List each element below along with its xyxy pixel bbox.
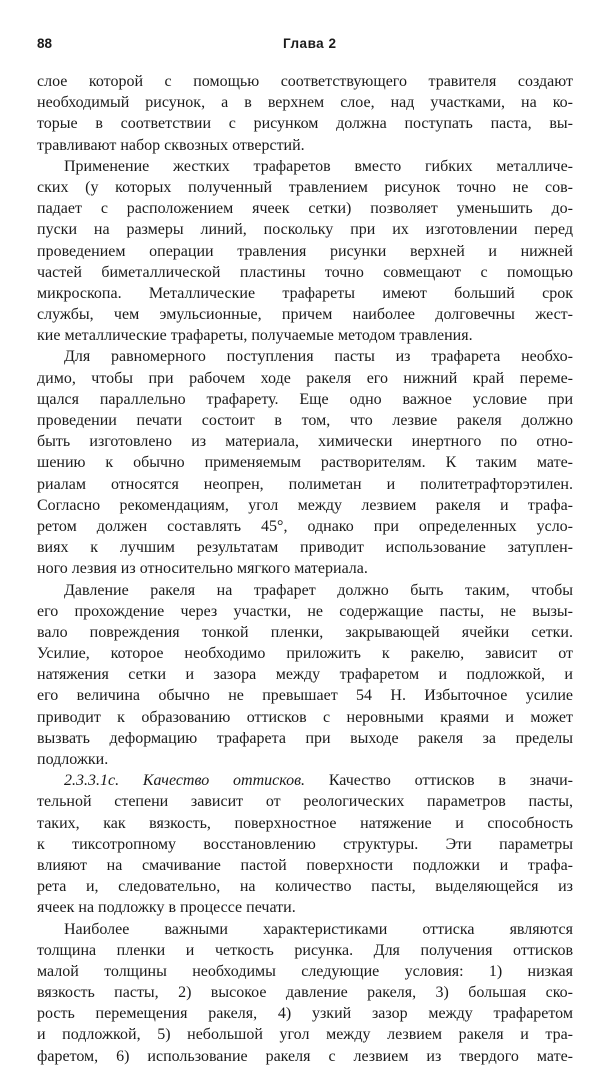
- paragraph: [37, 919, 573, 1067]
- paragraph: [37, 580, 573, 771]
- text-line: Наиболее важными характеристиками оттиска являются: [64, 920, 573, 938]
- text-line: щался параллельно трафарету. Еще одно важное условие при: [37, 390, 573, 408]
- text-line: вязкость пасты, 2) высокое давление ракеля, 3) большая ско-: [37, 984, 573, 1002]
- text-line: Усилие, которое необходимо приложить к ракелю, зависит от: [37, 645, 573, 663]
- paragraph: [37, 71, 573, 156]
- text-line: ячеек на подложку в процессе печати.: [37, 899, 296, 917]
- text-line: [37, 770, 573, 791]
- text-line: малой толщины необходимы следующие условия: 1) низкая: [37, 962, 573, 980]
- text-line: приводит к образованию оттисков с неровными краями и может: [37, 708, 573, 726]
- text-line-rest: Качество оттисков в значи-: [305, 772, 573, 790]
- text-line: службы, чем эмульсионные, причем наиболее долговечны жест-: [37, 306, 573, 324]
- page-header: [37, 36, 575, 56]
- chapter-title: Глава 2: [283, 36, 337, 51]
- text-line: рость перемещения ракеля, 4) узкий зазор между трафаретом: [37, 1005, 573, 1023]
- text-line: травливают набор сквозных отверстий.: [37, 136, 305, 154]
- text-line: ретом должен составлять 45°, однако при определенных усло-: [37, 517, 573, 535]
- text-line: натяжения сетки и зазора между трафаретом и подложкой, и: [37, 666, 573, 684]
- text-line: виях к лучшим результатам приводит использование затуплен-: [37, 539, 573, 557]
- text-line: падает с расположением ячеек сетки) позволяет уменьшить до-: [37, 200, 573, 218]
- text-line: и подложкой, 5) небольшой угол между лезвием ракеля и тра-: [37, 1026, 573, 1044]
- text-line: Согласно рекомендациям, угол между лезвием ракеля и трафа-: [37, 496, 573, 514]
- text-line: ских (у которых полученный травлением рисунок точно не сов-: [37, 178, 573, 196]
- paragraph: [37, 156, 573, 347]
- text-line: Применение жестких трафаретов вместо гибких металличе-: [64, 157, 573, 175]
- text-line: проведением операции травления рисунки верхней и нижней: [37, 242, 573, 260]
- section-heading: 2.3.3.1с. Качество оттисков.: [64, 772, 306, 790]
- text-line: кие металлические трафареты, получаемые методом травления.: [37, 327, 473, 345]
- text-line: димо, чтобы при рабочем ходе ракеля его нижний край переме-: [37, 369, 573, 387]
- text-line: вало повреждения тонкой пленки, закрывающей ячейки сетки.: [37, 623, 573, 641]
- text-line: к тиксотропному восстановлению структуры. Эти параметры: [37, 835, 573, 853]
- paragraph: [37, 346, 573, 579]
- text-line: толщина пленки и четкость рисунка. Для получения оттисков: [37, 941, 573, 959]
- text-line: пуски на размеры линий, поскольку при их изготовлении перед: [37, 221, 573, 239]
- text-line: его величина обычно не превышает 54 Н. Избыточное усилие: [37, 687, 573, 705]
- text-line: влияют на смачивание пастой поверхности подложки и трафа-: [37, 856, 573, 874]
- paragraph: [37, 770, 573, 918]
- text-line: необходимый рисунок, а в верхнем слое, над участками, на ко-: [37, 94, 573, 112]
- text-line: фаретом, 6) использование ракеля с лезвием из твердого мате-: [37, 1047, 573, 1065]
- text-line: частей биметаллической пластины точно совмещают с помощью: [37, 263, 573, 281]
- text-line: вызвать деформацию трафарета при выходе ракеля за пределы: [37, 729, 573, 747]
- text-line: Давление ракеля на трафарет должно быть таким, чтобы: [64, 581, 573, 599]
- text-line: таких, как вязкость, поверхностное натяжение и способность: [37, 814, 573, 832]
- text-line: риалам относятся неопрен, полиметан и политетрафторэтилен.: [37, 475, 573, 493]
- text-line: подложки.: [37, 751, 109, 768]
- page-number: 88: [37, 36, 53, 51]
- text-line: ного лезвия из относительно мягкого материала.: [37, 560, 368, 578]
- text-line: тельной степени зависит от реологических параметров пасты,: [37, 793, 573, 811]
- text-line: шению к обычно применяемым растворителям. К таким мате-: [37, 454, 573, 472]
- text-line: быть изготовлено из материала, химически инертного по отно-: [37, 433, 573, 451]
- body-text: [37, 71, 573, 1067]
- text-line: рета и, следовательно, на количество пасты, выделяющейся из: [37, 878, 573, 896]
- text-line: Для равномерного поступления пасты из трафарета необхо-: [64, 348, 573, 366]
- text-line: слое которой с помощью соответствующего травителя создают: [37, 73, 573, 90]
- text-line: проведении печати состоит в том, что лезвие ракеля должно: [37, 412, 573, 429]
- text-line: его прохождение через участки, не содержащие пасты, не вызы-: [37, 602, 573, 620]
- text-line: микроскопа. Металлические трафареты имеют больший срок: [37, 284, 573, 302]
- text-line: торые в соответствии с рисунком должна поступать паста, вы-: [37, 115, 573, 133]
